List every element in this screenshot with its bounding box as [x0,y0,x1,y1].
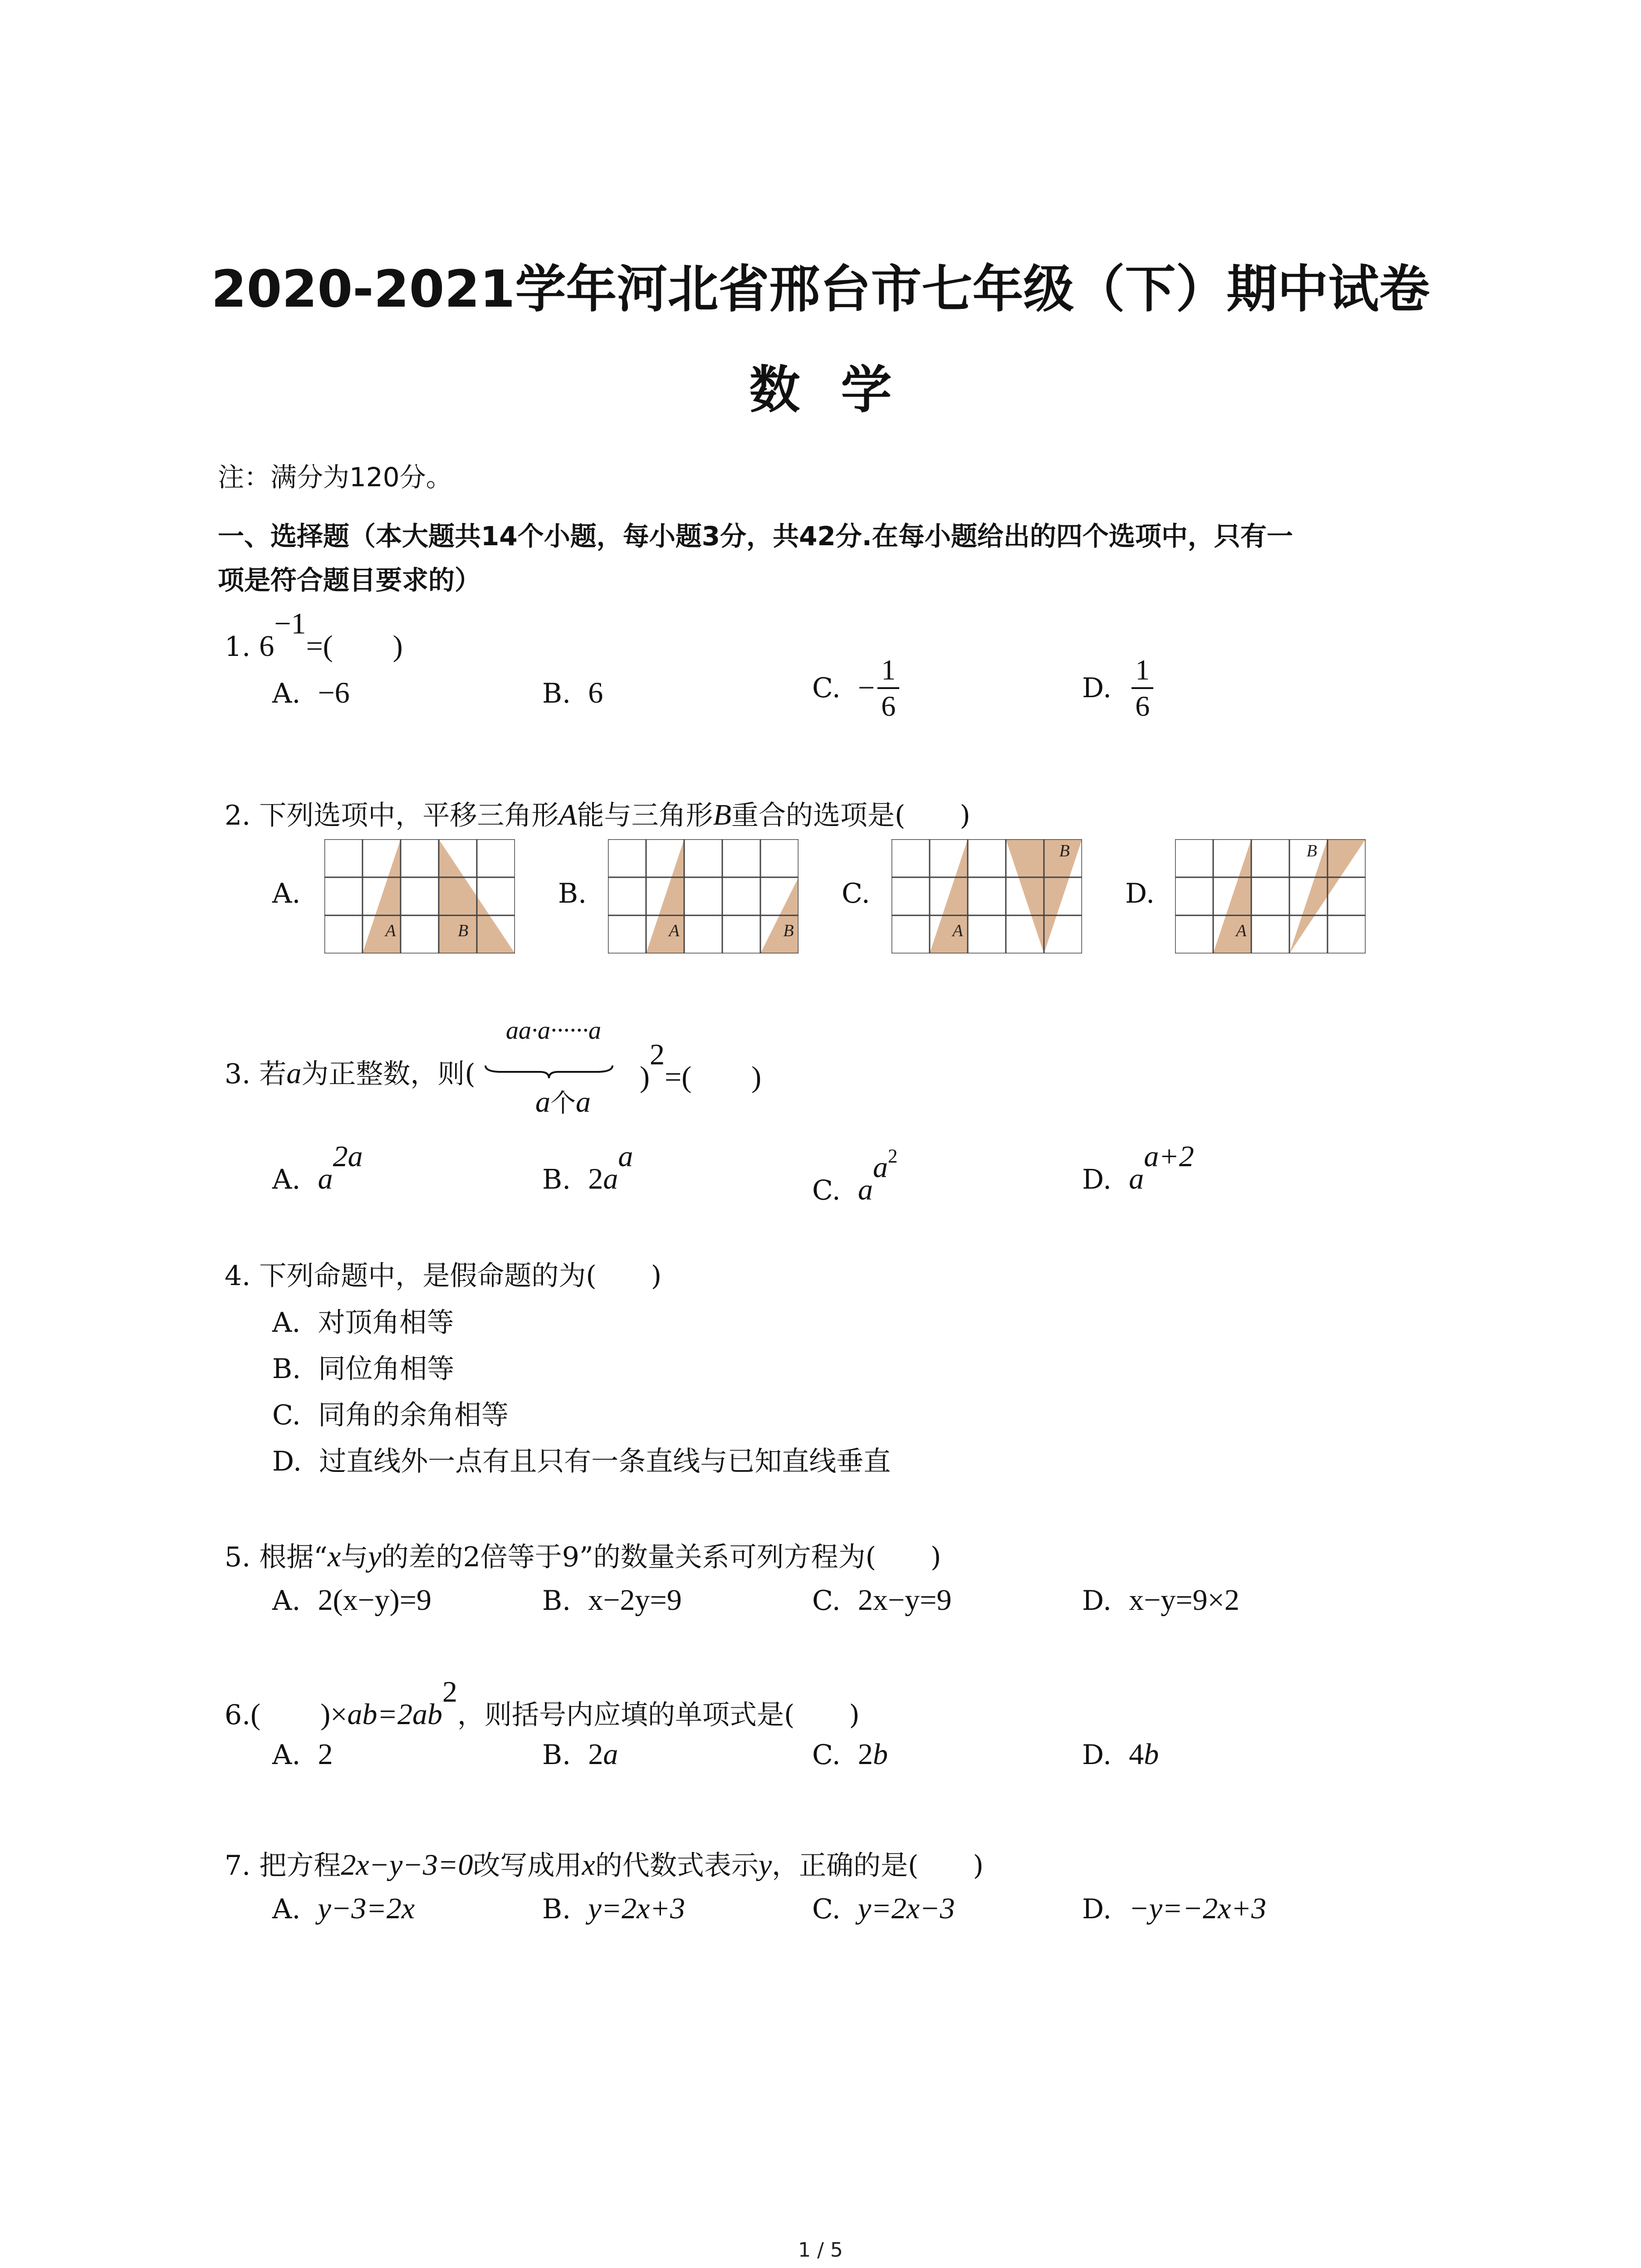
option-coef: 2 [858,1738,873,1771]
triangle-a-var: A [558,798,577,831]
subject-title [0,349,1641,422]
option-exponent [873,1146,898,1184]
question-number: 2. [225,800,251,831]
option-exponent: a [618,1140,633,1173]
q3-under-brace-label [535,1083,591,1119]
fraction [877,655,899,721]
option-sign: − [858,671,875,704]
option-label: C. [812,672,841,704]
q5-text: 根据“ [259,1541,328,1573]
option-label: A. [272,678,301,709]
question-5-stem [225,1535,941,1574]
q1-option-a [272,676,350,710]
option-text: y−3=2x [318,1892,415,1925]
q3-option-c [812,1146,898,1207]
q3-over-brace-text: aa·a······a [506,1017,601,1045]
option-label: A. [272,1893,301,1925]
page-number: 1 / 5 [798,2239,843,2262]
question-number: 6. [225,1699,251,1731]
option-label: A. [272,1163,301,1196]
option-coef: 4 [1129,1738,1144,1771]
q3-tail: =( ) [664,1061,762,1094]
q1-option-b [542,676,603,710]
q7-equation: 2x−y−3=0 [341,1848,473,1882]
option-label: D. [1082,1739,1112,1771]
q7-var-x: x [582,1848,595,1882]
q3-stem-tail [640,1038,762,1095]
q3-var-a: a [286,1057,302,1090]
q3-text: 为正整数，则( [301,1058,475,1090]
q1-tail: =( ) [306,630,403,663]
q3-option-d [1082,1140,1194,1197]
option-text: −6 [318,676,350,709]
option-coef: 2 [588,1738,603,1771]
fraction [1132,655,1153,721]
option-text: 同角的余角相等 [318,1399,509,1431]
question-number: 1. [225,631,251,663]
option-text: −y=−2x+3 [1129,1892,1266,1925]
option-label: A. [272,1307,301,1339]
q7-text: 改写成用 [473,1850,582,1882]
q2-option-c-label: C. [842,878,870,909]
q4-option-c [272,1393,509,1432]
option-base: a [858,1173,873,1207]
fraction-denominator: 6 [1135,690,1150,722]
option-label: B. [542,1739,571,1771]
score-note: 注：满分为120分。 [218,462,452,493]
question-2-stem [225,794,970,833]
option-label: A. [272,1585,301,1617]
question-number: 7. [225,1850,251,1882]
q3-exponent: 2 [649,1038,665,1071]
option-var: a [603,1738,618,1771]
option-label: D. [1082,1585,1112,1617]
option-label: C. [812,1739,841,1771]
q5-var-y: y [368,1540,382,1573]
q4-option-b [272,1347,454,1386]
triangle-a-label: A [669,921,680,941]
q2-option-a-label: A. [272,878,301,909]
q2-option-b-label: B. [558,878,587,909]
option-text: y=2x−3 [858,1892,955,1925]
q6-option-d [1082,1737,1159,1772]
q1-exponent: −1 [274,607,306,640]
exp-base: a [873,1151,888,1184]
q1-option-c [812,655,902,721]
exam-title: 2020-2021学年河北省邢台市七年级（下）期中试卷 [211,260,1430,319]
q4-text: 下列命题中，是假命题的为( ) [259,1260,662,1292]
subject-text: 数学 [749,361,933,420]
fraction-numerator: 1 [1132,655,1153,689]
q3-close-paren: ) [640,1061,650,1094]
q4-option-a [272,1301,454,1340]
q7-text: ，正确的是( ) [772,1850,984,1882]
option-base: a [1129,1162,1144,1196]
option-text: y=2x+3 [588,1892,685,1925]
q5-option-b [542,1583,682,1618]
q7-option-c [812,1892,955,1926]
q6-equation: ab=2ab [347,1698,442,1731]
q2-text: 重合的选项是( ) [731,800,970,831]
q7-var-y: y [758,1848,772,1882]
q2-grid-figure-d [1175,839,1366,953]
option-label: B. [542,1163,571,1196]
option-exponent: a+2 [1144,1140,1194,1173]
q1-base: 6 [259,630,274,663]
under-text: 个 [550,1089,576,1118]
triangle-b-var: B [713,798,731,831]
q2-grid-figure-b [608,839,798,953]
option-coef: 2 [588,1162,603,1196]
option-label: B. [542,678,571,709]
q6-option-c [812,1737,888,1772]
q3-text: 若 [259,1058,287,1090]
triangle-a-label: A [1236,921,1247,941]
q5-option-a [272,1583,431,1618]
option-label: C. [812,1174,841,1207]
option-label: D. [272,1446,302,1477]
fraction-denominator: 6 [881,690,896,722]
question-1-stem [225,607,403,665]
option-var: b [873,1738,888,1771]
option-label: C. [812,1585,841,1617]
option-label: D. [1082,672,1112,704]
option-label: B. [542,1893,571,1925]
option-label: D. [1082,1893,1112,1925]
q2-text: 能与三角形 [577,800,713,831]
option-text: 过直线外一点有且只有一条直线与已知直线垂直 [319,1446,891,1477]
option-text: 对顶角相等 [318,1307,454,1339]
q2-text: 下列选项中，平移三角形 [259,800,559,831]
question-6-stem [225,1675,860,1733]
q7-text: 把方程 [259,1850,341,1882]
q5-option-d [1082,1583,1239,1618]
q3-underbrace [483,1063,615,1081]
question-number: 4. [225,1260,251,1292]
q4-option-d [272,1440,891,1479]
q6-text: ，则括号内应填的单项式是( ) [457,1699,860,1731]
option-label: C. [812,1893,841,1925]
q2-grid-figure-c [892,839,1082,953]
exp-exponent: 2 [888,1146,898,1167]
q6-text: ( )× [250,1698,348,1731]
q5-var-x: x [328,1540,341,1573]
option-label: B. [542,1585,571,1617]
q3-option-a [272,1140,363,1197]
q7-option-b [542,1892,685,1926]
option-text: 2x−y=9 [858,1584,952,1617]
triangle-b-label: B [1306,841,1318,860]
q7-option-a [272,1892,415,1926]
option-text: 2 [318,1738,333,1771]
q5-text: 的差的2倍等于9”的数量关系可列方程为( ) [381,1541,941,1573]
question-number: 3. [225,1058,251,1090]
question-4-stem [225,1254,661,1293]
q3-option-b [542,1140,633,1197]
option-base: a [603,1162,618,1196]
question-number: 5. [225,1541,251,1573]
section-heading-line2: 项是符合题目要求的） [218,565,481,596]
triangle-a-label: A [385,921,396,941]
option-text: x−y=9×2 [1129,1584,1239,1617]
q7-option-d [1082,1892,1266,1926]
option-label: B. [272,1353,301,1385]
triangle-a-label: A [952,921,963,941]
q2-grid-figure-a [324,839,515,953]
option-text: 6 [588,676,603,709]
fraction-numerator: 1 [877,655,899,689]
q6-exponent: 2 [442,1675,457,1709]
q5-option-c [812,1583,951,1618]
q7-text: 的代数式表示 [595,1850,759,1882]
option-text: 2(x−y)=9 [318,1584,431,1617]
option-exponent: 2a [333,1140,363,1173]
question-3-stem [225,1052,475,1091]
q2-option-d-label: D. [1125,878,1155,909]
option-base: a [318,1162,333,1196]
triangle-b-label: B [1059,841,1070,860]
option-var: b [1144,1738,1159,1771]
under-var: a [576,1085,591,1119]
q1-option-d [1082,655,1156,721]
triangle-b-label: B [458,921,469,941]
option-label: A. [272,1739,301,1771]
triangle-b-label: B [783,921,794,941]
option-label: D. [1082,1163,1112,1196]
q6-option-a [272,1737,333,1772]
option-text: 同位角相等 [318,1353,455,1385]
option-text: x−2y=9 [588,1584,682,1617]
option-label: C. [272,1399,301,1431]
q6-option-b [542,1737,618,1772]
under-var: a [535,1085,550,1119]
question-7-stem [225,1844,984,1883]
section-heading-line1: 一、选择题（本大题共14个小题，每小题3分，共42分.在每小题给出的四个选项中，只有一 [218,521,1293,552]
q5-text: 与 [341,1541,368,1573]
